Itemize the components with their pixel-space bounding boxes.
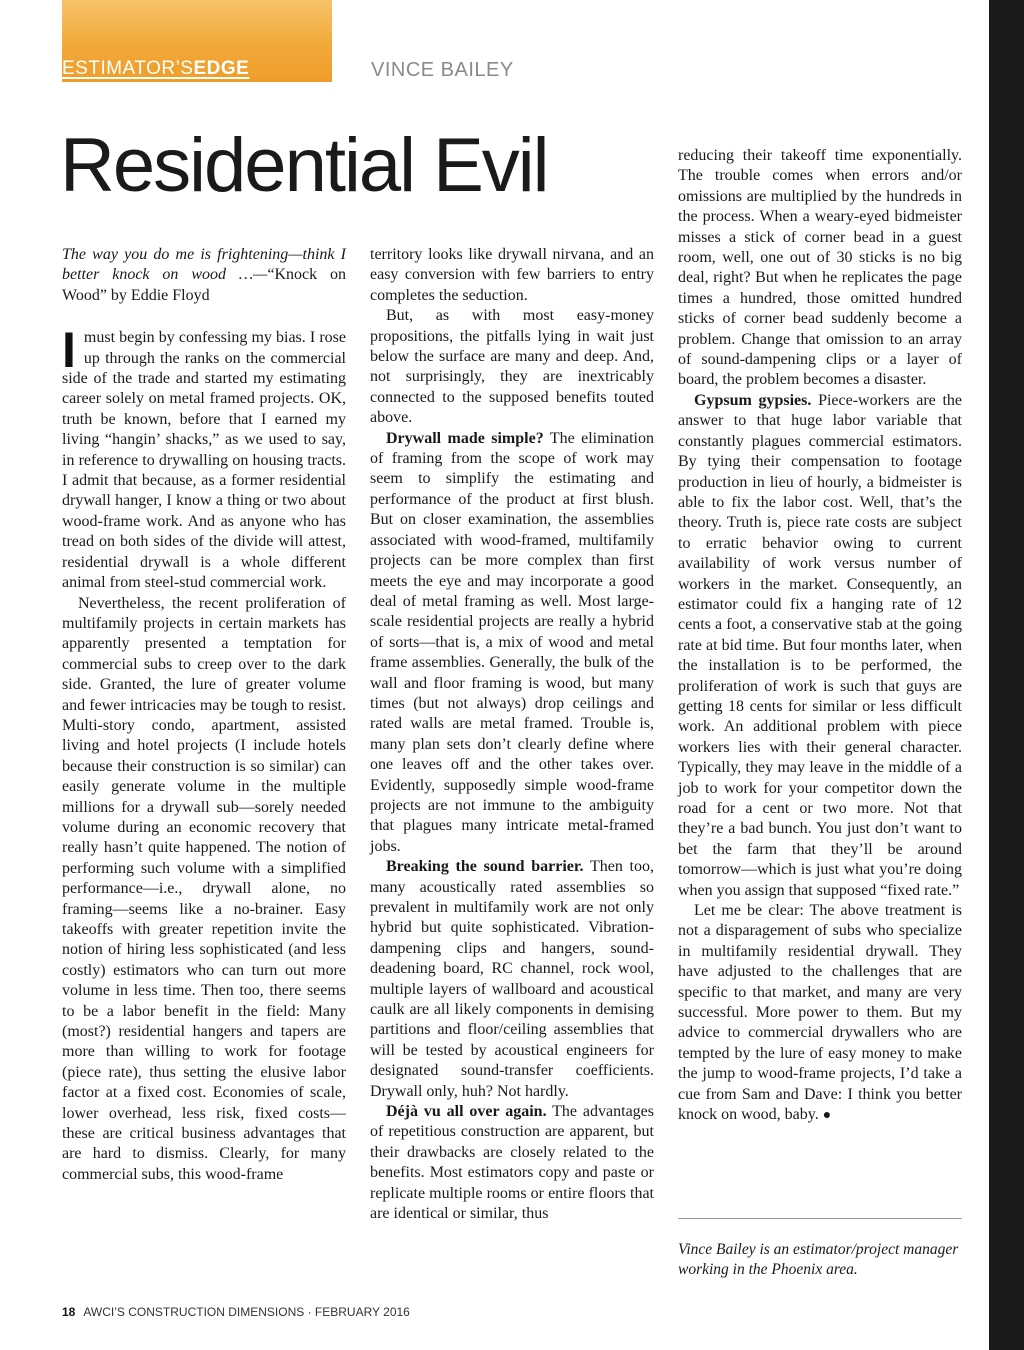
paragraph [678, 901, 962, 1126]
publication-line: AWCI’S CONSTRUCTION DIMENSIONS · FEBRUARY 2016 [83, 1305, 410, 1319]
paragraph: Nevertheless, the recent proliferation of multifamily projects in certain markets has apparently presented a temptation for commercial subs to creep over to the dark side. Granted, the lure of greater volume and fewer intricacies may be tough to resist. Multi-story condo, apartment, assisted living and hotel projects (I include hotels because their construction is so similar) can easily generate volume in the multiple millions for a drywall sub—sorely needed volume during an economic recovery that really hasn’t quite happened. The notion of performing such volume with a simplified performance—i.e., drywall alone, no framing—seems like a no-brainer. Easy takeoffs with greater repetition invite the notion of hiring less sophisticated (and less costly) estimators who can turn out more volume in less time. Then too, there seems to be a labor benefit in the field: Many (most?) residential hangers and tapers are more than willing to work for footage (piece rate), thus setting the elusive labor factor at a fixed cost. Economies of scale, lower overhead, less risk, fixed costs—these are critical business advantages that are hard to dismiss. Clearly, for many commercial subs, this wood-frame [62, 594, 346, 1183]
epigraph-source: “Knock on Wood” by Eddie Floyd [62, 266, 346, 304]
bio-divider [678, 1218, 962, 1219]
column-1 [62, 245, 346, 1185]
page-number: 18 [62, 1305, 76, 1319]
author-name: VINCE BAILEY [371, 59, 514, 81]
paragraph-text: The elimination of framing from the scope of work may seem to simplify the estimating and performance of the product at first blush. But on closer examination, the assemblies associated with wood-framed, multifamily projects can be more complex than first meets the eye and may incorporate a good deal of metal framing as well. Most large-scale residential projects are really a hybrid of sorts—that is, a mix of wood and metal frame assemblies. Generally, the bulk of the wall and floor framing is wood, but many times (but not always) drop ceilings and rated walls are metal framed. Trouble is, many plan sets don’t clearly define where one leaves off and the other takes over. Evidently, supposedly simple wood-frame projects are not immune to the ambiguity that plagues many intricate metal-framed jobs. [370, 429, 654, 855]
subhead: Gypsum gypsies. [694, 391, 812, 409]
paragraph [370, 1102, 654, 1224]
paragraph-text: Then too, many acoustically rated assemblies so prevalent in multifamily work are not only hybrid but quite sophisticated. Vibration-dampening clips and hangers, sound-deadening board, RC channel, rock wool, multiple layers of wallboard and acoustical caulk are all likely components in demising partitions and floor/ceiling assemblies that will be tested by acoustical engineers for designated sound-transfer coefficients. Drywall only, huh? Not hardly. [370, 858, 654, 1100]
subhead: Drywall made simple? [386, 429, 544, 447]
paragraph: reducing their takeoff time exponentially. The trouble comes when errors and/or omissions are multiplied by the hundreds in the process. When a weary-eyed bidmeister misses a stick of corner bead in a guest room, well, one out of 30 sticks is no big deal, right? But when he replicates the page times a hundred, those omitted hundred sticks of corner bead suddenly become a problem. Change that omission to an array of sound-dampening clips or a layer of board, the problem becomes a disaster. [678, 147, 962, 389]
paragraph [370, 429, 654, 858]
epigraph-quote: The way you do me is frightening—think I better knock on wood …— [62, 246, 346, 284]
drop-cap: I [62, 322, 76, 379]
paragraph [678, 391, 962, 901]
end-mark-icon: ● [822, 1108, 832, 1124]
page-footer [62, 1305, 410, 1319]
paragraph: territory looks like drywall nirvana, and an easy conversion with few barriers to entry completes the seduction. [370, 246, 654, 304]
kicker-bold: EDGE [193, 58, 250, 79]
paragraph-text: Let me be clear: The above treatment is not a disparagement of subs who specialize in multifamily residential drywall. They have adjusted to the challenges that are specific to that market, and many are very successful. More power to them. But my advice to commercial drywallers who are tempted by the lure of easy money to make the jump to wood-frame projects, I’d take a cue from Sam and Dave: I think you better knock on wood, baby. [678, 902, 962, 1124]
section-kicker [62, 58, 249, 80]
paragraph-text: must begin by confessing my bias. I rose up through the ranks on the commercial side of the trade and started my estimating career solely on metal framed projects. OK, truth be known, before that I earned my living “hangin’ shacks,” as we used to say, in reference to drywalling on housing tracts. I admit that because, as a former residential drywall hanger, I know a thing or two about wood-frame work. And as anyone who has tread on both sides of the divide will attest, residential drywall is a whole different animal from steel-stud commercial work. [62, 329, 346, 592]
column-3 [678, 146, 962, 1127]
author-bio: Vince Bailey is an estimator/project manager working in the Phoenix area. [678, 1241, 959, 1279]
article-title: Residential Evil [60, 123, 548, 208]
kicker-text: ESTIMATOR’S [62, 58, 194, 79]
page-edge-bar [989, 0, 1024, 1350]
paragraph-text: Piece-workers are the answer to that huge labor variable that constantly plagues commercial estimators. By tying their compensation to footage production in lieu of hourly, a bidmeister is able to fix the labor cost. Well, that’s the theory. Truth is, piece rate costs are subject to erratic behavior owing to current availability of work versus number of workers in the market. Consequently, an estimator could fix a hanging rate of 12 cents a foot, a conservative stab at the going rate at bid time. But four months later, when the installation is to be performed, the proliferation of work is such that guys are getting 18 cents for similar or less difficult work. An additional problem with piece workers lies with their general character. Typically, they may leave in the middle of a job to work for your competitor down the road for a cent or two more. Not that they’re a bad bunch. You just don’t want to bet the farm that they’ll be around tomorrow—which is just what you’re doing when you assign that supposed “fixed rate.” [678, 391, 963, 899]
column-2 [370, 245, 654, 1225]
subhead: Breaking the sound barrier. [386, 858, 584, 876]
paragraph: But, as with most easy-money propositions, the pitfalls lying in wait just below the surface are many and deep. And, not surprisingly, they are inextricably connected to the supposed benefits touted above. [370, 307, 654, 427]
epigraph [62, 245, 346, 306]
subhead: Déjà vu all over again. [386, 1103, 547, 1121]
paragraph [370, 857, 654, 1102]
paragraph-text: The advantages of repetitious construction are apparent, but their drawbacks are closely related to the benefits. Most estimators copy and paste or replicate multiple rooms or entire floors that are identical or similar, thus [370, 1103, 654, 1223]
paragraph [62, 322, 346, 593]
